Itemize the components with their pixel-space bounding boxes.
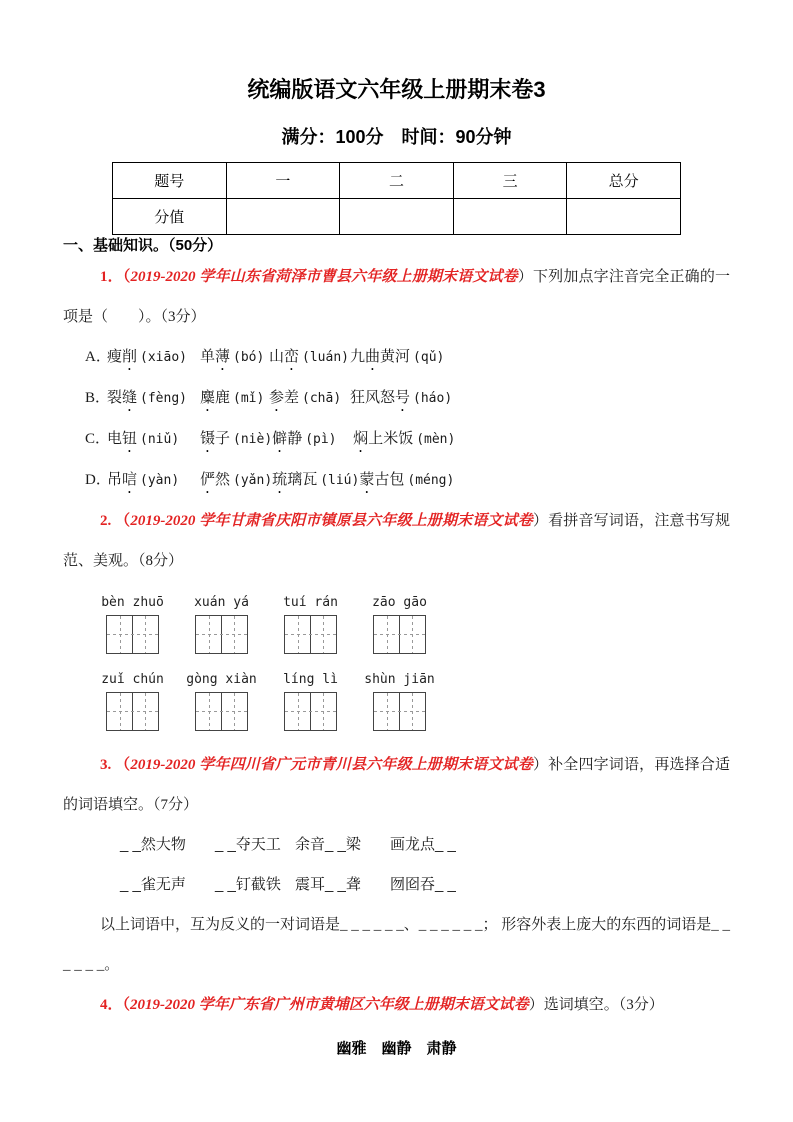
writing-grid-box[interactable] bbox=[284, 615, 337, 654]
score-header-cell: 题号 bbox=[113, 163, 227, 199]
word-text: 黄河 bbox=[380, 349, 411, 365]
option-word bbox=[272, 419, 353, 460]
idiom-blank-item: 余音_ _梁 bbox=[295, 836, 361, 853]
option-word bbox=[200, 419, 272, 460]
question-3-text: ）补全四字词语，再选择合适的词语填空。（7分） bbox=[63, 757, 730, 813]
option-row-d bbox=[63, 460, 730, 501]
option-row-a bbox=[63, 337, 730, 378]
option-word bbox=[272, 460, 359, 501]
word-text: 静 bbox=[287, 431, 303, 447]
option-label: C． bbox=[85, 431, 111, 447]
score-row-label: 分值 bbox=[113, 199, 227, 235]
score-table bbox=[112, 162, 681, 235]
dotted-char: 峦 bbox=[284, 349, 300, 365]
dotted-char: 麋 bbox=[200, 390, 216, 406]
word-text: 山 bbox=[269, 349, 285, 365]
word-text: 上米饭 bbox=[368, 431, 414, 447]
dotted-char: 蒙 bbox=[359, 472, 375, 488]
question-4-stem bbox=[63, 985, 730, 1025]
option-label: B． bbox=[85, 390, 111, 406]
option-word bbox=[359, 460, 454, 501]
score-table-header-row bbox=[113, 163, 681, 199]
pinyin-word-group bbox=[186, 668, 257, 731]
writing-grid-box[interactable] bbox=[195, 615, 248, 654]
option-word bbox=[269, 378, 350, 419]
pinyin-row bbox=[101, 668, 730, 731]
section-heading: 一、基础知识。（50分） bbox=[63, 237, 223, 254]
pinyin-annotation: (bó) bbox=[233, 350, 265, 365]
fill-in-sentence: 以上词语中，互为反义的一对词语是_ _ _ _ _ _、_ _ _ _ _ _； 形容外表上庞大的东西的词语是_ _ _ _ _ _。 bbox=[63, 917, 731, 973]
word-text: 璃瓦 bbox=[287, 472, 318, 488]
question-1-source: 2019-2020 学年山东省菏泽市曹县六年级上册期末语文试卷 bbox=[130, 269, 518, 285]
score-value-cell[interactable] bbox=[453, 199, 567, 235]
question-1-stem bbox=[63, 257, 730, 337]
idiom-blank-item: _ _夺天工 bbox=[215, 836, 281, 853]
pinyin-annotation: (méng) bbox=[407, 473, 455, 488]
pinyin-word-group bbox=[364, 668, 435, 731]
option-word bbox=[350, 337, 444, 378]
pinyin-label: líng lì bbox=[283, 672, 338, 687]
option-word bbox=[107, 460, 200, 501]
pinyin-word-group bbox=[195, 591, 248, 654]
pinyin-annotation: (qǔ) bbox=[413, 350, 445, 365]
dotted-char: 镊 bbox=[200, 431, 216, 447]
score-header-cell: 三 bbox=[453, 163, 567, 199]
pinyin-annotation: (háo) bbox=[413, 391, 453, 406]
idiom-blank-item: 囫囵吞_ _ bbox=[390, 876, 456, 893]
word-text: 吊 bbox=[107, 472, 123, 488]
pinyin-annotation: (chā) bbox=[302, 391, 342, 406]
word-text: 子 bbox=[215, 431, 231, 447]
word-text: 瘦 bbox=[107, 349, 123, 365]
option-label: D． bbox=[85, 472, 111, 488]
pinyin-label: tuí rán bbox=[283, 595, 338, 610]
option-word bbox=[269, 337, 350, 378]
writing-grid-box[interactable] bbox=[373, 692, 426, 731]
idiom-blank-item: 画龙点_ _ bbox=[390, 836, 456, 853]
pinyin-annotation: (fèng) bbox=[140, 391, 187, 406]
word-text: 九 bbox=[350, 349, 366, 365]
question-4-number: 4．（ bbox=[100, 997, 131, 1013]
score-header-cell: 二 bbox=[340, 163, 454, 199]
pinyin-annotation: (mèn) bbox=[416, 432, 456, 447]
dotted-char: 削 bbox=[122, 349, 138, 365]
pinyin-annotation: (luán) bbox=[302, 350, 349, 365]
pinyin-annotation: (xiāo) bbox=[140, 350, 187, 365]
score-table-value-row bbox=[113, 199, 681, 235]
dotted-char: 曲 bbox=[365, 349, 381, 365]
question-3-stem bbox=[63, 745, 730, 825]
option-word bbox=[200, 460, 272, 501]
pinyin-label: bèn zhuō bbox=[101, 595, 164, 610]
option-word bbox=[107, 378, 200, 419]
writing-grid-box[interactable] bbox=[106, 692, 159, 731]
dotted-char: 琉 bbox=[272, 472, 288, 488]
option-word bbox=[107, 419, 200, 460]
score-value-cell[interactable] bbox=[567, 199, 681, 235]
word-text: 单 bbox=[200, 349, 216, 365]
writing-grid-box[interactable] bbox=[284, 692, 337, 731]
dotted-char: 参 bbox=[269, 390, 285, 406]
pinyin-annotation: (yǎn) bbox=[233, 473, 273, 488]
word-text: 古包 bbox=[374, 472, 405, 488]
pinyin-row bbox=[101, 591, 730, 654]
dotted-char: 薄 bbox=[215, 349, 231, 365]
dotted-char: 钮 bbox=[122, 431, 138, 447]
dotted-char: 俨 bbox=[200, 472, 216, 488]
pinyin-annotation: (yàn) bbox=[140, 473, 180, 488]
pinyin-label: zāo gāo bbox=[372, 595, 427, 610]
question-3-source: 2019-2020 学年四川省广元市青川县六年级上册期末语文试卷 bbox=[130, 757, 533, 773]
dotted-char: 缝 bbox=[122, 390, 138, 406]
score-header-cell: 总分 bbox=[567, 163, 681, 199]
option-row-b bbox=[63, 378, 730, 419]
pinyin-label: gòng xiàn bbox=[186, 672, 257, 687]
pinyin-word-group bbox=[101, 668, 164, 731]
dotted-char: 焖 bbox=[353, 431, 369, 447]
word-text: 鹿 bbox=[215, 390, 231, 406]
option-word bbox=[200, 378, 269, 419]
score-value-cell[interactable] bbox=[226, 199, 340, 235]
pinyin-label: zuǐ chún bbox=[101, 672, 164, 687]
option-word bbox=[200, 337, 269, 378]
dotted-char: 僻 bbox=[272, 431, 288, 447]
option-word bbox=[353, 419, 455, 460]
question-1-text: ）下列加点字注音完全正确的一项是（ ）。（3分） bbox=[63, 269, 730, 325]
pinyin-word-group bbox=[284, 591, 337, 654]
idiom-blank-item: _ _然大物 bbox=[120, 836, 186, 853]
option-word bbox=[350, 378, 452, 419]
idiom-blank-item: _ _雀无声 bbox=[120, 876, 186, 893]
word-text: 裂 bbox=[107, 390, 123, 406]
idiom-blank-item: _ _钉截铁 bbox=[215, 876, 281, 893]
pinyin-label: xuán yá bbox=[194, 595, 249, 610]
question-4-source: 2019-2020 学年广东省广州市黄埔区六年级上册期末语文试卷 bbox=[130, 997, 529, 1013]
question-4-text: ）选词填空。（3分） bbox=[528, 997, 664, 1013]
word-text: 差 bbox=[284, 390, 300, 406]
question-2-source: 2019-2020 学年甘肃省庆阳市镇原县六年级上册期末语文试卷 bbox=[130, 513, 533, 529]
pinyin-word-group bbox=[101, 591, 164, 654]
writing-grid-box[interactable] bbox=[195, 692, 248, 731]
question-2-stem bbox=[63, 501, 730, 581]
question-2-text: ）看拼音写词语，注意书写规范、美观。（8分） bbox=[63, 513, 730, 569]
question-1-number: 1．（ bbox=[100, 269, 131, 285]
exam-subtitle: 满分：100分 时间：90分钟 bbox=[281, 127, 512, 147]
question-2-number: 2. （ bbox=[100, 513, 131, 529]
pinyin-word-group bbox=[284, 668, 337, 731]
question-3-number: 3. （ bbox=[100, 757, 131, 773]
option-row-c bbox=[63, 419, 730, 460]
writing-grid-box[interactable] bbox=[373, 615, 426, 654]
score-value-cell[interactable] bbox=[340, 199, 454, 235]
word-text: 电 bbox=[107, 431, 123, 447]
dotted-char: 号 bbox=[395, 390, 411, 406]
pinyin-writing-grid bbox=[101, 591, 730, 731]
idiom-blank-item: 震耳_ _聋 bbox=[295, 876, 361, 893]
pinyin-label: shùn jiān bbox=[364, 672, 435, 687]
idiom-blank-row bbox=[120, 865, 730, 905]
pinyin-annotation: (niǔ) bbox=[140, 432, 180, 447]
word-text: 狂风怒 bbox=[350, 390, 396, 406]
pinyin-annotation: (pì) bbox=[305, 432, 337, 447]
pinyin-annotation: (niè) bbox=[233, 432, 273, 447]
word-choices: 幽雅 幽静 肃静 bbox=[336, 1040, 457, 1057]
score-header-cell: 一 bbox=[226, 163, 340, 199]
option-label: A． bbox=[85, 349, 111, 365]
idiom-blank-row bbox=[120, 825, 730, 865]
dotted-char: 唁 bbox=[122, 472, 138, 488]
exam-title: 统编版语文六年级上册期末卷3 bbox=[247, 77, 546, 102]
pinyin-annotation: (liú) bbox=[320, 473, 360, 488]
word-text: 然 bbox=[215, 472, 231, 488]
writing-grid-box[interactable] bbox=[106, 615, 159, 654]
option-word bbox=[107, 337, 200, 378]
pinyin-annotation: (mǐ) bbox=[233, 391, 265, 406]
pinyin-word-group bbox=[373, 591, 426, 654]
